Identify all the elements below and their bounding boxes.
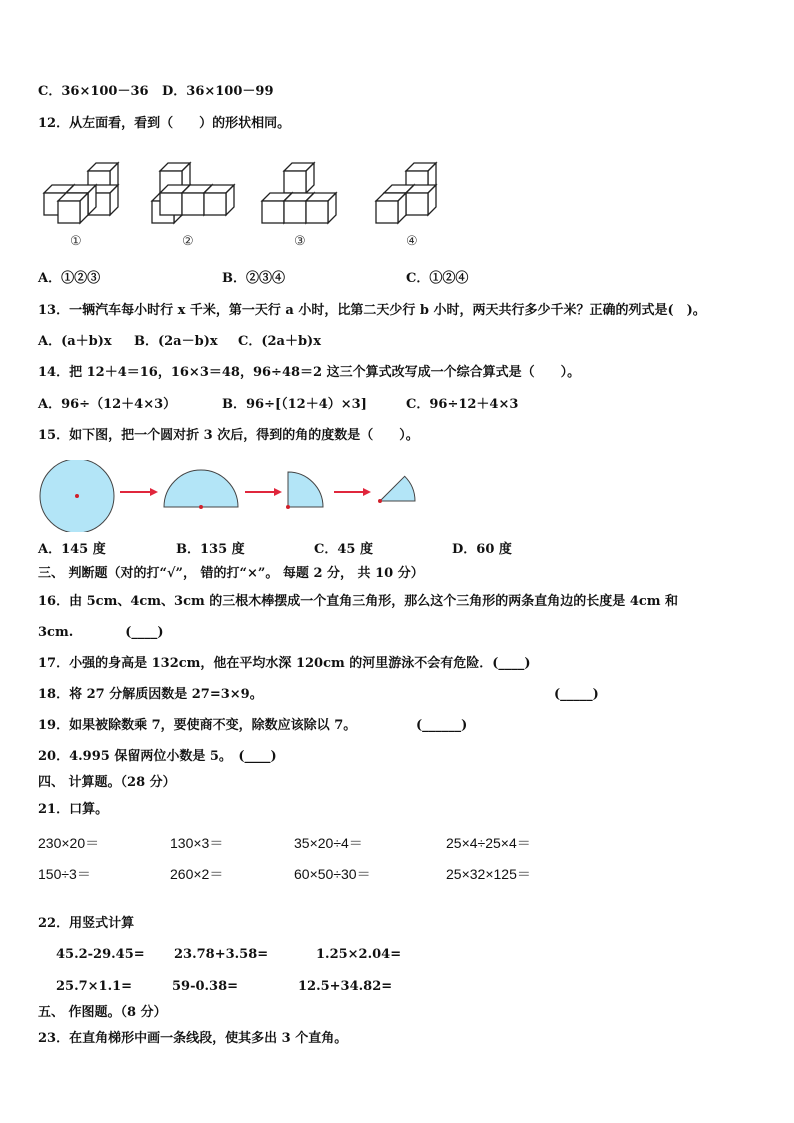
vertical-calc-4: 25.7×1.1= (56, 979, 133, 994)
figure-3 (262, 163, 336, 223)
q12-option-b: B．②③④ (222, 271, 285, 286)
figure-label-2: ② (182, 234, 194, 249)
mental-calc-3: 35×20÷4＝ (294, 835, 363, 851)
question-15-stem: 15．如下图，把一个圆对折 3 次后，得到的角的度数是（ ）。 (38, 428, 419, 443)
question-23: 23．在直角梯形中画一条线段，使其多出 3 个直角。 (38, 1031, 348, 1046)
question-18: 18．将 27 分解质因数是 27=3×9。 (38, 687, 263, 702)
vertical-calc-1: 45.2-29.45= (56, 947, 145, 962)
section-4-heading: 四、 计算题。（28 分） (38, 775, 176, 790)
question-16-line2: 3cm. (____) (38, 625, 164, 640)
q14-option-a: A．96÷（12＋4×3） (38, 397, 177, 412)
vertical-calc-5: 59-0.38= (172, 979, 239, 994)
section-5-heading: 五、 作图题。（8 分） (38, 1005, 167, 1020)
q13-option-c: C．(2a＋b)x (238, 334, 321, 349)
q15-option-c: C．45 度 (314, 542, 373, 557)
arrow-2-icon (245, 488, 282, 496)
vertical-calc-2: 23.78+3.58= (174, 947, 269, 962)
mental-calc-1: 230×20＝ (38, 835, 100, 851)
semicircle (164, 470, 238, 507)
q13-option-a: A．(a＋b)x (38, 334, 112, 349)
figure-label-3: ③ (294, 234, 306, 249)
eighth-circle (380, 476, 415, 501)
question-19: 19．如果被除数乘 7，要使商不变，除数应该除以 7。 (38, 718, 357, 733)
mental-calc-5: 150÷3＝ (38, 866, 91, 882)
question-17: 17．小强的身高是 132cm，他在平均水深 120cm 的河里游泳不会有危险．(____) (38, 656, 531, 671)
vertical-calc-6: 12.5+34.82= (298, 979, 393, 994)
arrow-1-icon (120, 488, 158, 496)
figure-4 (376, 163, 436, 223)
q15-option-a: A．145 度 (38, 542, 106, 557)
mental-calc-2: 130×3＝ (170, 835, 224, 851)
quarter-circle (288, 472, 323, 507)
q15-option-b: B．135 度 (176, 542, 245, 557)
question-20: 20．4.995 保留两位小数是 5。 (____) (38, 749, 277, 764)
question-19-blank: (______) (416, 718, 468, 733)
mental-calc-4: 25×4÷25×4＝ (446, 835, 531, 851)
q14-option-b: B．96÷[（12＋4）×3] (222, 397, 367, 412)
mental-calc-6: 260×2＝ (170, 866, 224, 882)
question-12-stem: 12．从左面看，看到（ ）的形状相同。 (38, 116, 291, 131)
semicircle-dot (199, 505, 203, 509)
question-18-blank: (_____) (554, 687, 599, 702)
q13-option-b: B．(2a－b)x (134, 334, 218, 349)
cube-figures (38, 155, 438, 255)
mental-calc-7: 60×50÷30＝ (294, 866, 371, 882)
q12-option-c: C．①②④ (406, 271, 469, 286)
option-c: C．36×100－36 (38, 84, 149, 99)
q12-option-a: A．①②③ (38, 271, 101, 286)
vertical-calc-3: 1.25×2.04= (316, 947, 402, 962)
question-22-stem: 22．用竖式计算 (38, 916, 135, 931)
question-13-stem: 13．一辆汽车每小时行 x 千米，第一天行 a 小时，比第二天少行 b 小时，两天共行多少千米？正确的列式是( )。 (38, 303, 706, 318)
arrow-3-icon (334, 488, 371, 496)
question-21-stem: 21．口算。 (38, 802, 109, 817)
q15-option-d: D．60 度 (452, 542, 512, 557)
option-d: D．36×100－99 (162, 84, 274, 99)
figure-label-4: ④ (406, 234, 418, 249)
figure-1 (44, 163, 118, 223)
question-14-stem: 14．把 12＋4＝16，16×3＝48，96÷48＝2 这三个算式改写成一个综合算式是（ ）。 (38, 365, 581, 380)
section-3-heading: 三、 判断题（对的打“√”， 错的打“×”。 每题 2 分， 共 10 分） (38, 566, 424, 581)
eighth-dot (378, 499, 382, 503)
question-16-line1: 16．由 5cm、4cm、3cm 的三根木棒摆成一个直角三角形，那么这个三角形的两条直角边的长度是 4cm 和 (38, 594, 679, 609)
circle-folding-figure (38, 460, 428, 532)
q14-option-c: C．96÷12＋4×3 (406, 397, 519, 412)
figure-label-1: ① (70, 234, 82, 249)
quarter-dot (286, 505, 290, 509)
center-dot (75, 494, 79, 498)
mental-calc-8: 25×32×125＝ (446, 866, 531, 882)
figure-2 (152, 163, 234, 223)
